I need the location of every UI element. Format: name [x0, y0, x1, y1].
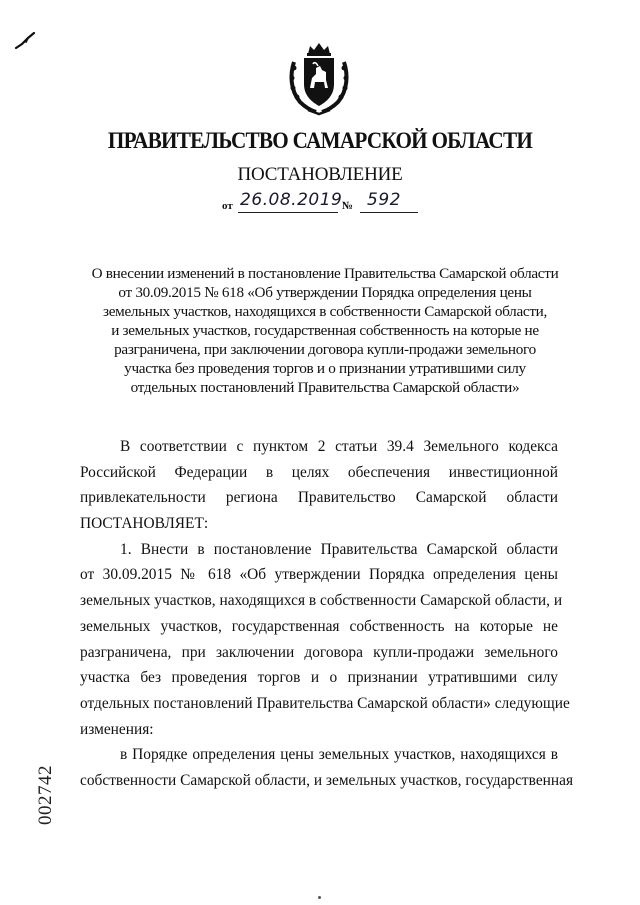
- body-line: земельных участков, находящихся в собственности Самарской области, и: [80, 592, 563, 610]
- date-label: от: [222, 200, 233, 212]
- subject-line: и земельных участков, государственная собственность на которые не: [111, 322, 539, 339]
- body-line: в Порядке определения цены земельных участков, находящихся в: [120, 746, 558, 764]
- body-line: В соответствии с пунктом 2 статьи 39.4 Земельного кодекса: [120, 438, 558, 455]
- body-line: земельных участков, государственная собственность на которые не: [80, 617, 558, 635]
- body-line: разграничена, при заключении договора купли-продажи земельного: [80, 643, 558, 661]
- scan-dot: [318, 896, 321, 899]
- body-line: привлекательности региона Правительство Самарской области: [80, 489, 558, 507]
- subject-line: разграничена, при заключении договора купли-продажи земельного: [114, 341, 536, 358]
- handwritten-number: 592: [367, 190, 401, 210]
- subject-line: отдельных постановлений Правительства Самарской области»: [130, 379, 520, 396]
- subject-line: земельных участков, находящихся в собственности Самарской области,: [103, 303, 547, 320]
- document-type: ПОСТАНОВЛЕНИЕ: [237, 164, 403, 185]
- government-title: ПРАВИТЕЛЬСТВО САМАРСКОЙ ОБЛАСТИ: [107, 128, 533, 153]
- stamp-number-text: 002742: [35, 765, 56, 825]
- body-line: от 30.09.2015 № 618 «Об утверждении Порядка определения цены: [80, 566, 558, 584]
- body-line: Российской Федерации в целях обеспечения инвестиционной: [80, 463, 558, 481]
- date-underline: [238, 212, 338, 213]
- pen-tick-mark-icon: [14, 32, 40, 54]
- subject-line: от 30.09.2015 № 618 «Об утверждении Порядка определения цены: [118, 284, 532, 301]
- number-underline: [360, 212, 418, 213]
- registration-line: [222, 188, 432, 216]
- body-line: изменения:: [80, 720, 154, 738]
- subject-heading: [60, 264, 590, 397]
- samara-coat-of-arms-icon: [288, 40, 350, 116]
- margin-stamp-number: [26, 740, 66, 850]
- body-text: [80, 434, 574, 794]
- subject-line: О внесении изменений в постановление Правительства Самарской области: [91, 265, 559, 282]
- number-label: №: [342, 200, 354, 212]
- subject-line: участка без проведения торгов и о признании утратившими силу: [124, 360, 526, 377]
- body-line: ПОСТАНОВЛЯЕТ:: [80, 515, 209, 533]
- body-line: участка без проведения торгов и о признании утратившими силу: [80, 669, 558, 687]
- body-line: собственности Самарской области, и земельных участков, государственная: [80, 771, 574, 789]
- handwritten-date: 26.08.2019: [240, 190, 343, 210]
- body-line: отдельных постановлений Правительства Самарской области» следующие: [80, 694, 570, 712]
- body-line: 1. Внести в постановление Правительства Самарской области: [120, 540, 558, 558]
